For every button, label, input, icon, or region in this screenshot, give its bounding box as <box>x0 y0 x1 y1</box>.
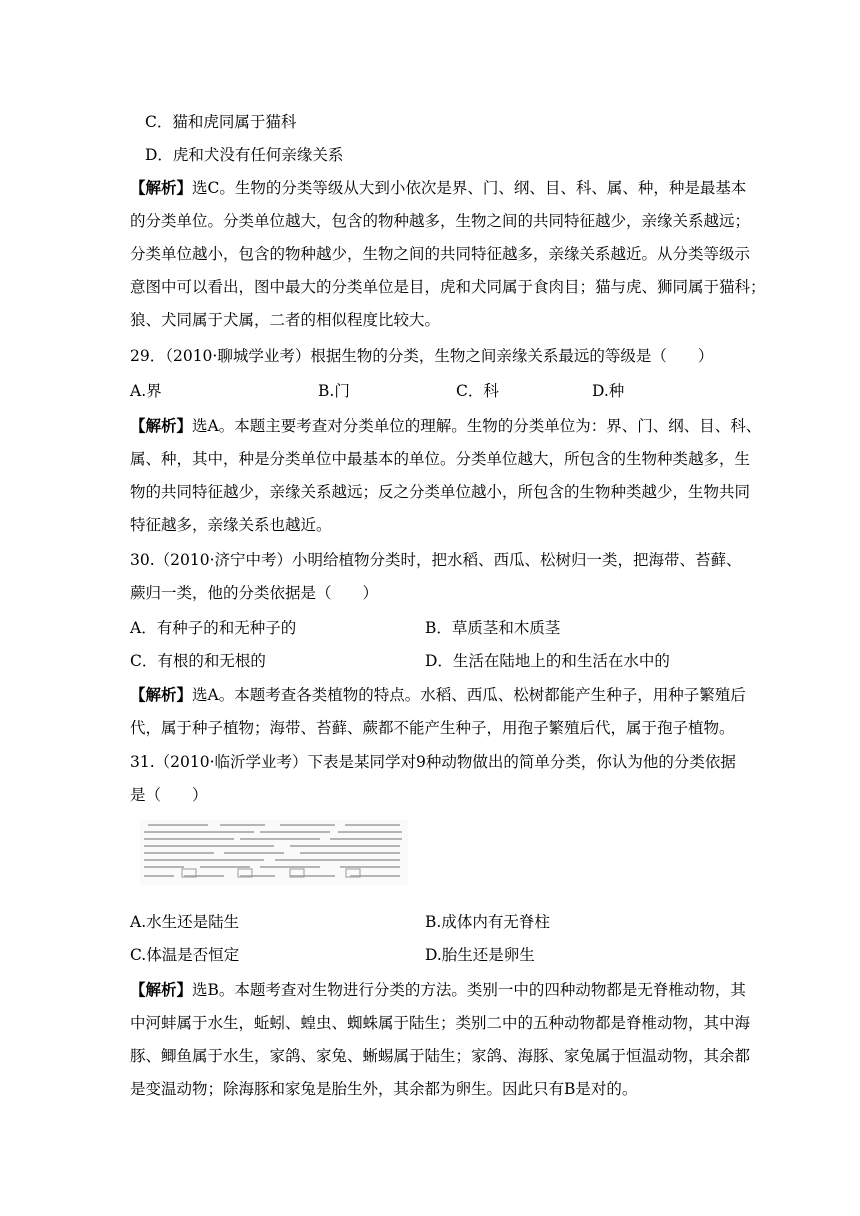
classification-table-image <box>140 820 408 886</box>
q31-option-b: B.成体内有无脊柱 <box>425 913 550 931</box>
q30-option-b: B．草质茎和木质茎 <box>425 619 561 637</box>
option-c-line: C．猫和虎同属于猫科 <box>145 113 297 131</box>
question-30-line-2: 蕨归一类，他的分类依据是（ ） <box>130 584 379 602</box>
analysis-marker: 【解析】 <box>130 416 193 435</box>
analysis-30-line-2: 代，属于种子植物；海带、苔藓、蕨都不能产生种子，用孢子繁殖后代，属于孢子植物。 <box>130 719 735 737</box>
analysis-31-line-2: 中河蚌属于水生，蚯蚓、蝗虫、蜘蛛属于陆生；类别二中的五种动物都是脊椎动物，其中海 <box>130 1014 751 1032</box>
q31-option-d: D.胎生还是卵生 <box>425 946 535 964</box>
q31-option-c: C.体温是否恒定 <box>130 946 240 964</box>
analysis-28-line-5: 狼、犬同属于犬属，二者的相似程度比较大。 <box>130 311 441 329</box>
question-31-line-1: 31.（2010·临沂学业考）下表是某同学对9种动物做出的简单分类，你认为他的分类依据 <box>130 753 736 771</box>
analysis-28-line-2: 的分类单位。分类单位越大，包含的物种越多，生物之间的共同特征越少，亲缘关系越远； <box>130 212 751 230</box>
option-d-line: D．虎和犬没有任何亲缘关系 <box>145 146 344 164</box>
analysis-28-line-1: 【解析】选C。生物的分类等级从大到小依次是界、门、纲、目、科、属、种，种是最基本 <box>130 178 747 197</box>
analysis-marker: 【解析】 <box>130 178 193 197</box>
q29-option-a: A.界 <box>130 382 162 400</box>
analysis-31-line-4: 是变温动物；除海豚和家兔是胎生外，其余都为卵生。因此只有B是对的。 <box>130 1080 638 1098</box>
analysis-31-line-1: 【解析】选B。本题考查对生物进行分类的方法。类别一中的四种动物都是无脊椎动物，其 <box>130 980 746 999</box>
question-31-line-2: 是（ ） <box>130 786 208 804</box>
analysis-marker: 【解析】 <box>130 685 193 704</box>
q31-option-a: A.水生还是陆生 <box>130 913 240 931</box>
question-29: 29．（2010·聊城学业考）根据生物的分类，生物之间亲缘关系最远的等级是（ ） <box>130 347 714 365</box>
question-30-line-1: 30.（2010·济宁中考）小明给植物分类时，把水稻、西瓜、松树归一类，把海带、苔藓、 <box>130 551 742 569</box>
q29-option-b: B.门 <box>318 382 350 400</box>
analysis-29-line-1: 【解析】选A。本题主要考查对分类单位的理解。生物的分类单位为：界、门、纲、目、科、 <box>130 416 762 435</box>
analysis-29-line-3: 物的共同特征越少，亲缘关系越远；反之分类单位越小，所包含的生物种类越少，生物共同 <box>130 483 751 501</box>
analysis-29-line-2: 属、种，其中，种是分类单位中最基本的单位。分类单位越大，所包含的生物种类越多，生 <box>130 450 751 468</box>
q30-option-d: D．生活在陆地上的和生活在水中的 <box>425 652 670 670</box>
analysis-28-line-3: 分类单位越小，包含的物种越少，生物之间的共同特征越多，亲缘关系越近。从分类等级示 <box>130 245 751 263</box>
table-thumbnail <box>140 820 408 886</box>
analysis-29-line-4: 特征越多，亲缘关系也越近。 <box>130 516 332 534</box>
q29-option-d: D.种 <box>592 382 625 400</box>
analysis-28-line-4: 意图中可以看出，图中最大的分类单位是目，虎和犬同属于食肉目；猫与虎、狮同属于猫科； <box>130 278 766 296</box>
q30-option-c: C．有根的和无根的 <box>130 652 266 670</box>
q29-option-c: C．科 <box>456 382 499 400</box>
analysis-marker: 【解析】 <box>130 980 193 999</box>
analysis-30-line-1: 【解析】选A。本题考查各类植物的特点。水稻、西瓜、松树都能产生种子，用种子繁殖后 <box>130 685 746 704</box>
q30-option-a: A．有种子的和无种子的 <box>130 619 297 637</box>
analysis-31-line-3: 豚、鲫鱼属于水生，家鸽、家兔、蜥蜴属于陆生；家鸽、海豚、家兔属于恒温动物，其余都 <box>130 1047 751 1065</box>
